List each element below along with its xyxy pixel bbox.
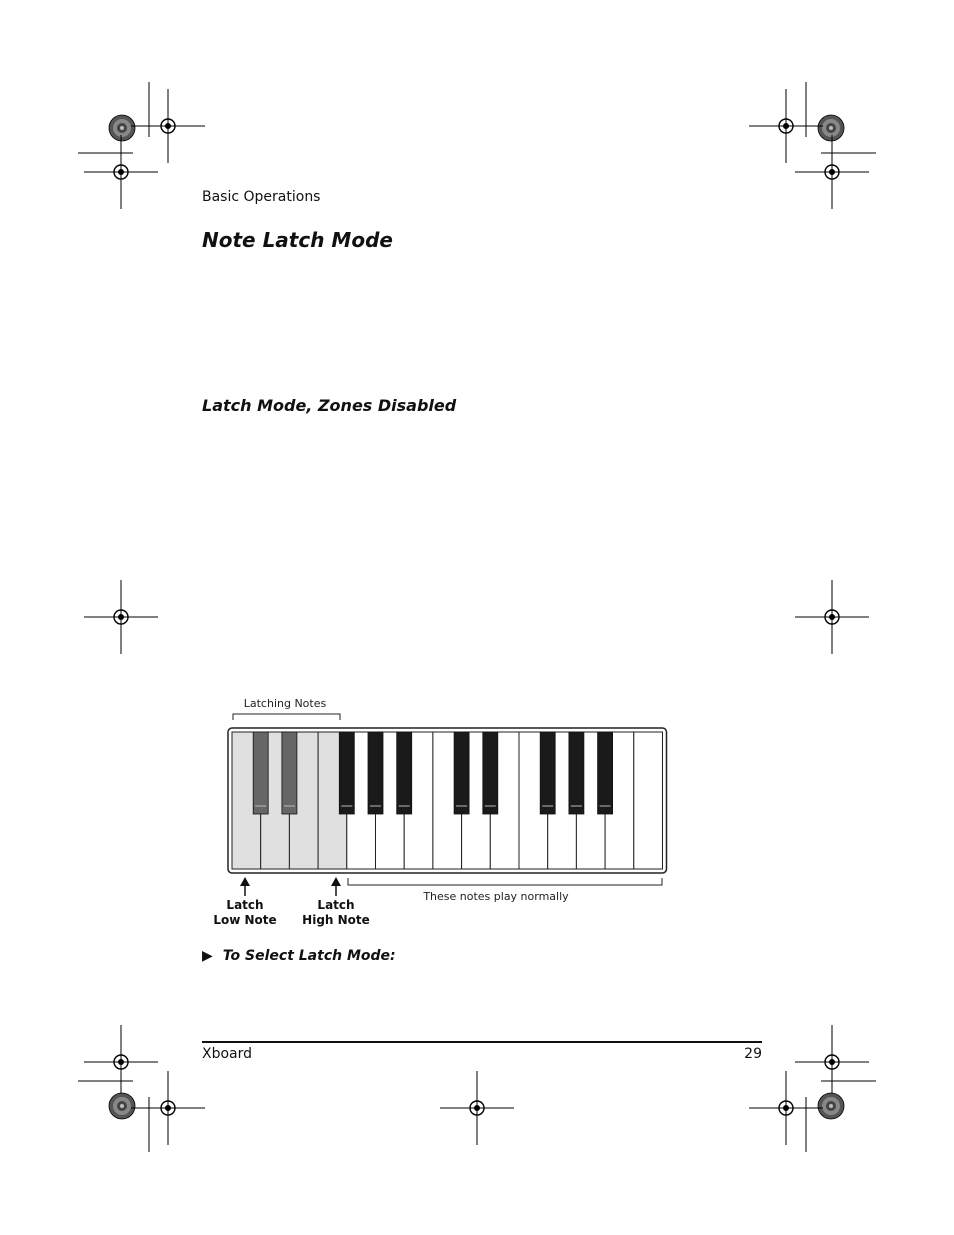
footer-product: Xboard (202, 1046, 253, 1062)
starburst-mark (818, 1093, 844, 1119)
crosshair-mark (84, 1025, 158, 1099)
crosshair-mark (84, 135, 158, 209)
page-number: 29 (744, 1046, 762, 1062)
crosshair-mark (84, 580, 158, 654)
starburst-mark (109, 1093, 135, 1119)
latch-low-note-label: Latch Low Note (213, 898, 277, 927)
page-title: Note Latch Mode (202, 228, 393, 252)
footer-rule (202, 1041, 762, 1043)
step-heading: To Select Latch Mode: (222, 948, 396, 964)
normal-notes-caption: These notes play normally (423, 890, 569, 903)
crosshair-mark (795, 1025, 869, 1099)
crosshair-mark (749, 1071, 823, 1145)
crosshair-mark (131, 89, 205, 163)
crosshair-mark (440, 1071, 514, 1145)
section-heading: Latch Mode, Zones Disabled (202, 396, 457, 415)
starburst-mark (818, 115, 844, 141)
crosshair-mark (795, 580, 869, 654)
crosshair-mark (795, 135, 869, 209)
starburst-mark (109, 115, 135, 141)
latch-high-note-label: Latch High Note (302, 898, 370, 927)
running-header: Basic Operations (202, 189, 321, 205)
latching-notes-caption: Latching Notes (243, 697, 327, 710)
crosshair-mark (131, 1071, 205, 1145)
procedure-step (202, 948, 396, 964)
crosshair-mark (749, 89, 823, 163)
step-arrow-icon: ▶ (202, 948, 213, 964)
